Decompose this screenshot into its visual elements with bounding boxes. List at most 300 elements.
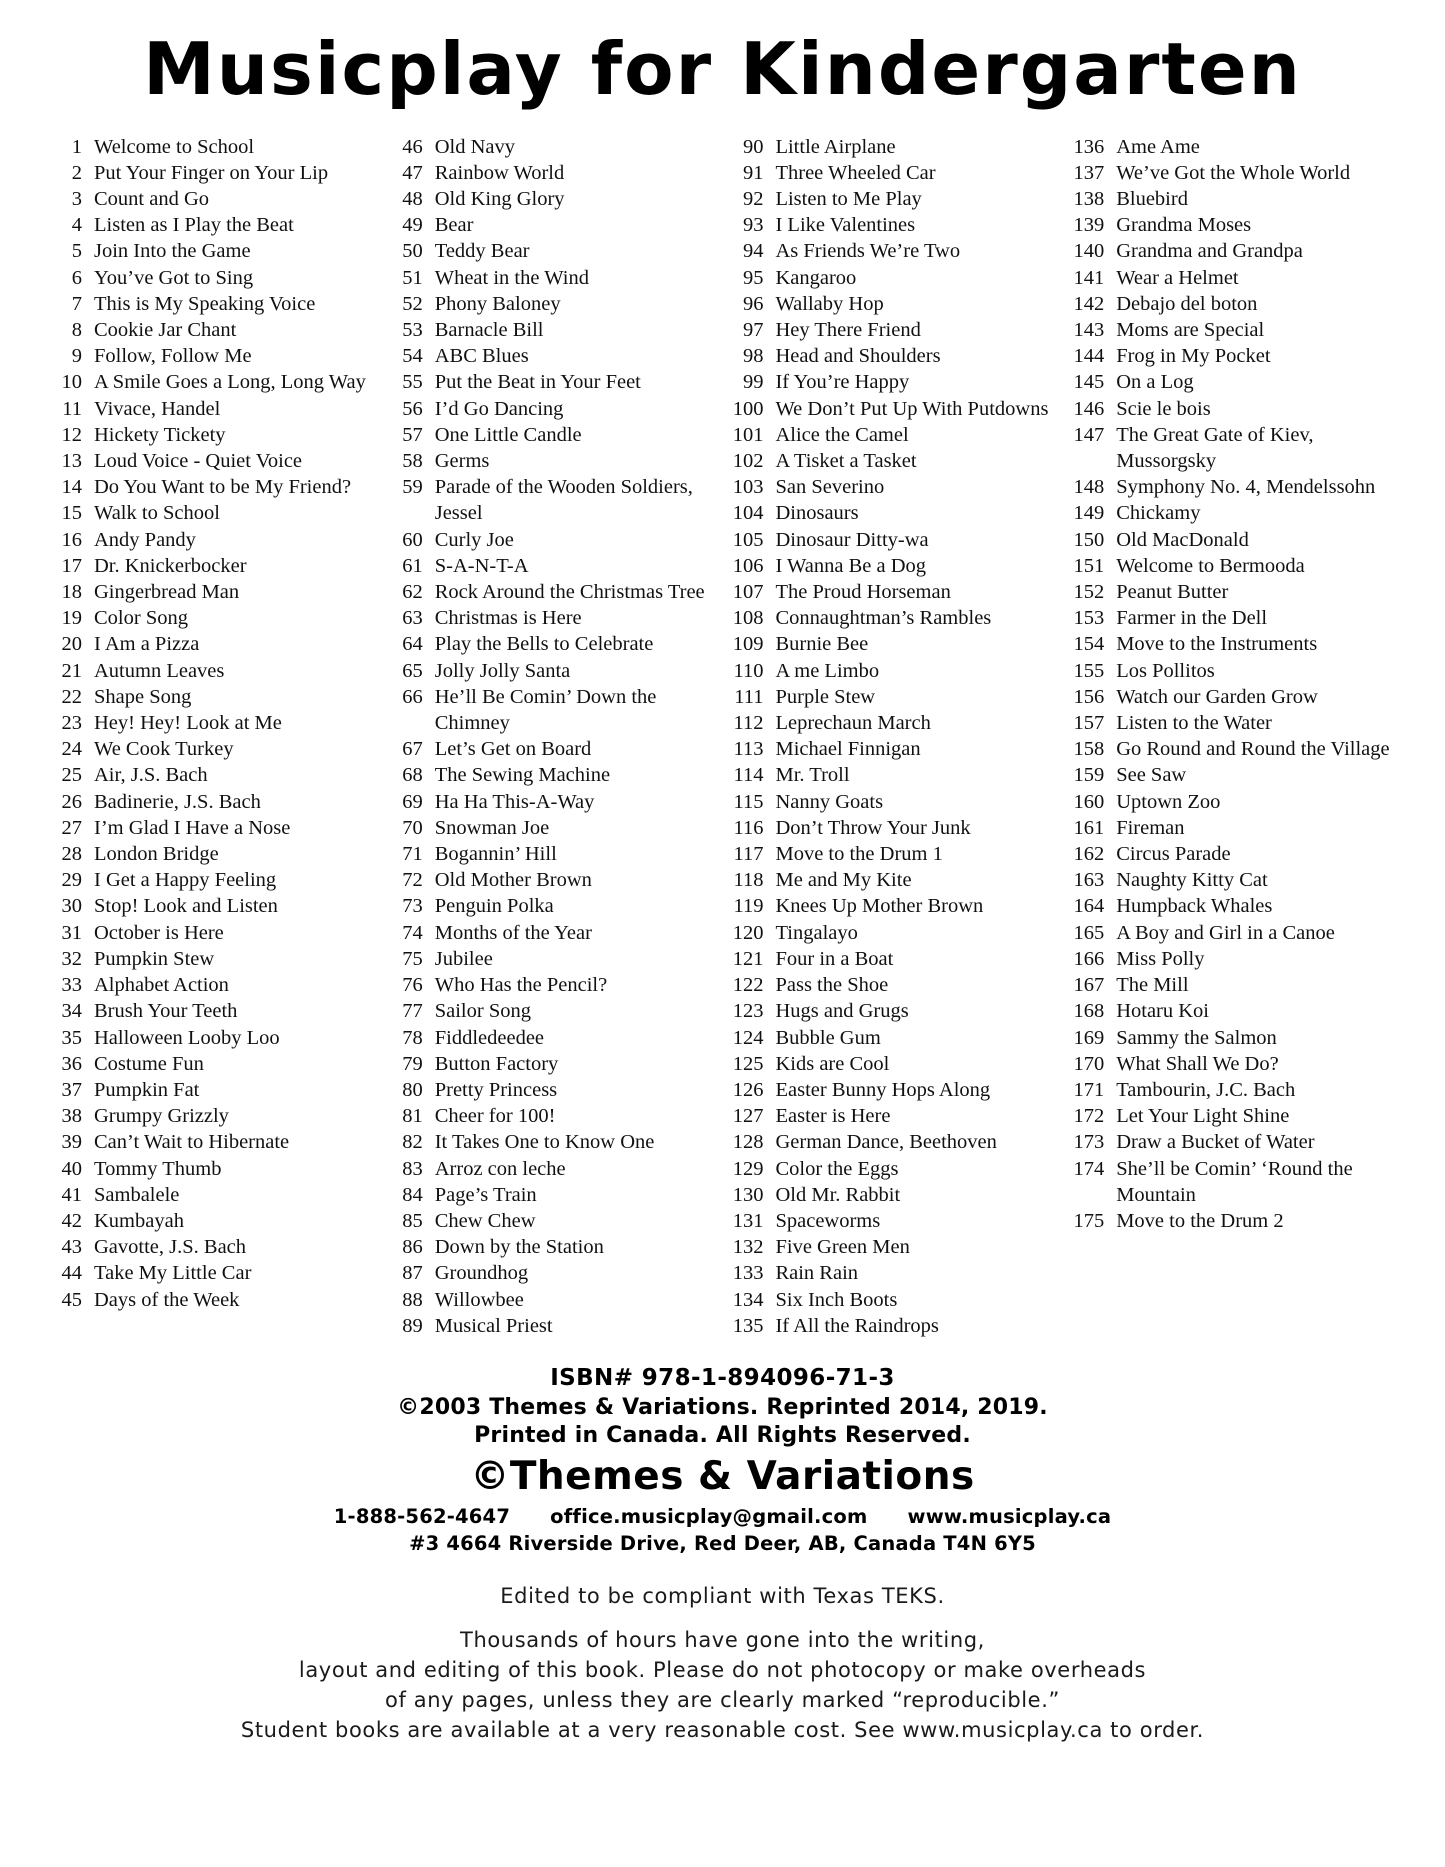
- song-title: A me Limbo: [775, 659, 880, 682]
- song-title: Count and Go: [94, 188, 210, 210]
- song-number: 53: [402, 319, 423, 342]
- list-item: [1072, 658, 1395, 684]
- song-title: Welcome to Bermooda: [1116, 554, 1305, 577]
- list-item: [391, 736, 714, 762]
- song-title: Willowbee: [434, 1288, 524, 1311]
- list-item: [391, 212, 714, 238]
- song-title: Let Your Light Shine: [1116, 1105, 1290, 1128]
- list-item: [731, 815, 1054, 841]
- song-title: Leprechaun March: [775, 712, 931, 735]
- song-title: Germs: [434, 450, 490, 473]
- song-number: 61: [402, 554, 423, 577]
- list-item: [50, 186, 373, 212]
- publisher-logo: ©Themes & Variations: [470, 1453, 975, 1499]
- list-item: [391, 1260, 714, 1286]
- song-number: 145: [1073, 371, 1105, 394]
- song-title: Chickamy: [1116, 502, 1201, 525]
- list-item: [731, 343, 1054, 369]
- list-item: [731, 1129, 1054, 1155]
- song-number: 62: [402, 581, 423, 604]
- song-number: 74: [402, 921, 423, 944]
- song-title: A Boy and Girl in a Canoe: [1116, 921, 1335, 944]
- song-title: Musical Priest: [434, 1314, 553, 1337]
- song-number: 118: [733, 869, 764, 892]
- list-item: [1072, 317, 1395, 343]
- list-item: [1072, 631, 1395, 657]
- song-title: Connaughtman’s Rambles: [775, 607, 992, 630]
- song-title: Hey There Friend: [775, 319, 921, 342]
- song-number: 88: [402, 1288, 423, 1311]
- list-item: [731, 1287, 1054, 1313]
- list-item: [1072, 867, 1395, 893]
- song-title: If All the Raindrops: [775, 1314, 939, 1337]
- song-title: Cookie Jar Chant: [94, 319, 237, 342]
- list-item: [391, 1129, 714, 1155]
- song-title: I Am a Pizza: [94, 633, 200, 656]
- list-item: [1072, 1025, 1395, 1051]
- song-number: 98: [742, 345, 764, 368]
- list-item: [731, 998, 1054, 1024]
- song-number: 89: [402, 1314, 423, 1337]
- song-title: The Proud Horseman: [775, 581, 951, 604]
- list-item: [1072, 605, 1395, 631]
- song-title: The Sewing Machine: [434, 764, 611, 787]
- song-number: 9: [71, 345, 82, 368]
- list-item: [50, 422, 373, 448]
- song-title: Circus Parade: [1116, 843, 1231, 866]
- list-item: [50, 1182, 373, 1208]
- list-item: [731, 134, 1054, 160]
- list-item: [50, 1234, 373, 1260]
- song-number: 131: [732, 1209, 764, 1232]
- song-number: 104: [732, 502, 764, 525]
- song-title: Grumpy Grizzly: [94, 1105, 229, 1128]
- song-title: Wheat in the Wind: [434, 266, 589, 289]
- song-title: German Dance, Beethoven: [775, 1131, 997, 1154]
- list-item: [50, 1051, 373, 1077]
- song-title: Dr. Knickerbocker: [94, 554, 247, 577]
- list-item: [50, 893, 373, 919]
- song-title: Walk to School: [94, 502, 220, 525]
- song-title: Ame Ame: [1116, 135, 1200, 158]
- song-number: 111: [734, 685, 764, 708]
- song-title: Grandma Moses: [1116, 214, 1252, 237]
- list-item: [1072, 920, 1395, 946]
- song-title: Moms are Special: [1116, 319, 1265, 342]
- song-number: 91: [742, 161, 764, 184]
- list-item: [731, 212, 1054, 238]
- song-title: Do You Want to be My Friend?: [94, 476, 352, 499]
- song-title: Cheer for 100!: [434, 1105, 556, 1128]
- song-number: 51: [402, 266, 423, 289]
- song-title: Follow, Follow Me: [94, 345, 252, 368]
- song-number: 14: [61, 476, 82, 499]
- song-number: 163: [1073, 869, 1105, 892]
- song-number: 175: [1073, 1209, 1105, 1232]
- list-item: [1072, 736, 1395, 762]
- song-title: Who Has the Pencil?: [434, 974, 608, 997]
- list-item: [391, 291, 714, 317]
- song-number: 103: [732, 476, 764, 499]
- song-title: Play the Bells to Celebrate: [434, 633, 654, 656]
- song-title: Tambourin, J.C. Bach: [1116, 1078, 1296, 1101]
- list-item: [731, 1156, 1054, 1182]
- song-number: 69: [402, 790, 423, 813]
- song-number: 156: [1073, 685, 1105, 708]
- list-item: [50, 553, 373, 579]
- song-number: 84: [402, 1183, 423, 1206]
- list-item: [50, 1129, 373, 1155]
- song-title: On a Log: [1116, 371, 1194, 394]
- song-number: 122: [732, 974, 764, 997]
- list-item: [391, 160, 714, 186]
- song-number: 7: [71, 292, 82, 315]
- list-item: [50, 396, 373, 422]
- song-title: Pass the Shoe: [775, 974, 889, 997]
- song-title: The Great Gate of Kiev, Mussorgsky: [1116, 423, 1314, 473]
- song-title: Five Green Men: [775, 1236, 910, 1259]
- song-title: Move to the Drum 2: [1116, 1209, 1284, 1232]
- song-number: 29: [61, 869, 82, 892]
- email-address[interactable]: office.musicplay@gmail.com: [550, 1504, 868, 1528]
- song-title: We Cook Turkey: [94, 738, 234, 761]
- song-title: Take My Little Car: [94, 1262, 252, 1285]
- song-title: Easter is Here: [775, 1105, 891, 1128]
- song-title: Gingerbread Man: [94, 581, 240, 604]
- song-number: 96: [742, 292, 764, 315]
- song-number: 128: [732, 1131, 764, 1154]
- list-item: [391, 1208, 714, 1234]
- list-item: [1072, 998, 1395, 1024]
- list-item: [391, 815, 714, 841]
- song-title: Grandma and Grandpa: [1116, 240, 1303, 263]
- song-title: Color the Eggs: [775, 1157, 899, 1180]
- list-item: [1072, 186, 1395, 212]
- list-item: [50, 238, 373, 264]
- list-item: [1072, 160, 1395, 186]
- list-item: [1072, 972, 1395, 998]
- list-item: [391, 631, 714, 657]
- song-title: Stop! Look and Listen: [94, 895, 278, 918]
- song-number: 5: [71, 240, 82, 263]
- song-title: We Don’t Put Up With Putdowns: [775, 397, 1049, 420]
- song-number: 36: [61, 1052, 82, 1075]
- list-item: [1072, 343, 1395, 369]
- list-item: [731, 186, 1054, 212]
- song-title: Bubble Gum: [775, 1026, 881, 1049]
- list-item: [1072, 422, 1395, 474]
- song-title: Kangaroo: [775, 266, 857, 289]
- song-number: 124: [732, 1026, 764, 1049]
- list-item: [50, 134, 373, 160]
- song-title: Go Round and Round the Village: [1116, 738, 1390, 761]
- song-number: 13: [61, 450, 82, 473]
- song-number: 135: [732, 1314, 764, 1337]
- song-title: San Severino: [775, 476, 885, 499]
- song-title: Kids are Cool: [775, 1052, 890, 1075]
- song-number: 142: [1073, 292, 1105, 315]
- song-title: Alice the Camel: [775, 423, 909, 446]
- song-number: 167: [1073, 974, 1105, 997]
- spacer: [40, 1611, 1405, 1625]
- song-number: 162: [1073, 843, 1105, 866]
- song-number: 73: [402, 895, 423, 918]
- song-title: S-A-N-T-A: [434, 554, 529, 577]
- list-item: [50, 815, 373, 841]
- song-number: 72: [402, 869, 423, 892]
- song-number: 82: [402, 1131, 423, 1154]
- song-number: 12: [61, 423, 82, 446]
- list-item: [391, 474, 714, 526]
- song-title: Los Pollitos: [1116, 659, 1215, 682]
- song-number: 60: [402, 528, 423, 551]
- song-number: 140: [1073, 240, 1105, 263]
- list-item: [391, 841, 714, 867]
- website-link[interactable]: www.musicplay.ca: [907, 1504, 1112, 1528]
- song-title: Air, J.S. Bach: [94, 764, 208, 787]
- song-number: 40: [61, 1157, 82, 1180]
- list-item: [391, 265, 714, 291]
- song-number: 165: [1073, 921, 1105, 944]
- song-number: 92: [742, 188, 764, 210]
- song-title: Burnie Bee: [775, 633, 869, 656]
- song-number: 2: [71, 161, 82, 184]
- song-number: 59: [402, 476, 423, 499]
- song-title: Me and My Kite: [775, 869, 912, 892]
- song-title: Phony Baloney: [434, 292, 561, 315]
- song-number: 100: [732, 397, 764, 420]
- list-item: [731, 317, 1054, 343]
- song-number: 83: [402, 1157, 423, 1180]
- song-number: 126: [732, 1078, 764, 1101]
- song-title: Teddy Bear: [434, 240, 530, 263]
- list-item: [1072, 500, 1395, 526]
- list-item: [1072, 1051, 1395, 1077]
- list-item: [731, 710, 1054, 736]
- song-title: I Wanna Be a Dog: [775, 554, 927, 577]
- list-item: [731, 1208, 1054, 1234]
- list-item: [50, 500, 373, 526]
- song-number: 148: [1073, 476, 1105, 499]
- song-title: He’ll Be Comin’ Down the Chimney: [434, 685, 657, 735]
- song-number: 68: [402, 764, 423, 787]
- list-item: [1072, 815, 1395, 841]
- list-item: [50, 920, 373, 946]
- song-title: Bogannin’ Hill: [434, 843, 557, 866]
- song-title: I Like Valentines: [775, 214, 916, 237]
- song-number: 87: [402, 1262, 423, 1285]
- song-number: 52: [402, 292, 423, 315]
- song-title: Rain Rain: [775, 1262, 859, 1285]
- song-number: 38: [61, 1105, 82, 1128]
- song-number: 125: [732, 1052, 764, 1075]
- song-title: Humpback Whales: [1116, 895, 1273, 918]
- list-item: [1072, 134, 1395, 160]
- song-title: Pumpkin Fat: [94, 1078, 200, 1101]
- song-title: Brush Your Teeth: [94, 1000, 238, 1023]
- list-item: [391, 684, 714, 736]
- song-title: Watch our Garden Grow: [1116, 685, 1318, 708]
- list-item: [1072, 553, 1395, 579]
- copy-note-line-4: Student books are available at a very reasonable cost. See www.musicplay.ca to order.: [240, 1717, 1205, 1742]
- list-item: [391, 134, 714, 160]
- list-item: [731, 736, 1054, 762]
- list-item: [731, 448, 1054, 474]
- list-item: [731, 841, 1054, 867]
- song-number: 157: [1073, 712, 1105, 735]
- song-number: 48: [402, 188, 423, 210]
- list-item: [1072, 1156, 1395, 1208]
- copy-note-line-2: layout and editing of this book. Please do not photocopy or make overheads: [298, 1657, 1147, 1682]
- song-title: Fireman: [1116, 816, 1185, 839]
- song-title: I’d Go Dancing: [434, 397, 564, 420]
- song-title: Welcome to School: [94, 135, 255, 158]
- list-item: [50, 972, 373, 998]
- song-title: Frog in My Pocket: [1116, 345, 1271, 368]
- list-item: [1072, 265, 1395, 291]
- list-item: [50, 1025, 373, 1051]
- song-number: 22: [61, 685, 82, 708]
- list-item: [731, 265, 1054, 291]
- list-item: [50, 867, 373, 893]
- song-title: Naughty Kitty Cat: [1116, 869, 1268, 892]
- song-title: Gavotte, J.S. Bach: [94, 1236, 247, 1259]
- list-item: [50, 291, 373, 317]
- list-item: [1072, 762, 1395, 788]
- song-title: Ha Ha This-A-Way: [434, 790, 595, 813]
- list-item: [391, 1234, 714, 1260]
- list-item: [391, 343, 714, 369]
- list-item: [1072, 1103, 1395, 1129]
- list-item: [391, 998, 714, 1024]
- isbn-line: ISBN# 978-1-894096-71-3: [550, 1364, 895, 1391]
- song-number: 18: [61, 581, 82, 604]
- song-title: Draw a Bucket of Water: [1116, 1131, 1315, 1154]
- song-title: A Tisket a Tasket: [775, 450, 917, 473]
- song-title: Old Navy: [434, 135, 516, 158]
- song-number: 45: [61, 1288, 82, 1311]
- song-number: 4: [71, 214, 82, 237]
- list-item: [391, 1025, 714, 1051]
- song-number: 174: [1073, 1157, 1105, 1180]
- list-item: [731, 946, 1054, 972]
- song-number: 27: [61, 816, 82, 839]
- song-number: 155: [1073, 659, 1105, 682]
- list-item: [1072, 1208, 1395, 1234]
- song-title: Put Your Finger on Your Lip: [94, 161, 329, 184]
- page-title: Musicplay for Kindergarten: [143, 27, 1302, 111]
- song-number: 31: [61, 921, 82, 944]
- list-item: [50, 789, 373, 815]
- song-list: [40, 134, 1405, 1339]
- list-item: [731, 369, 1054, 395]
- list-item: [50, 317, 373, 343]
- song-number: 39: [61, 1131, 82, 1154]
- song-number: 116: [733, 816, 764, 839]
- song-number: 147: [1073, 423, 1105, 446]
- list-item: [731, 160, 1054, 186]
- song-title: This is My Speaking Voice: [94, 292, 316, 315]
- list-item: [50, 1208, 373, 1234]
- song-number: 64: [402, 633, 423, 656]
- list-item: [731, 789, 1054, 815]
- song-title: Pumpkin Stew: [94, 947, 215, 970]
- list-item: [391, 186, 714, 212]
- song-title: Scie le bois: [1116, 397, 1211, 420]
- song-number: 146: [1073, 397, 1105, 420]
- song-number: 56: [402, 397, 423, 420]
- list-item: [50, 1156, 373, 1182]
- list-item: [731, 893, 1054, 919]
- list-item: [50, 1287, 373, 1313]
- list-item: [731, 867, 1054, 893]
- song-title: A Smile Goes a Long, Long Way: [94, 371, 366, 394]
- song-title: Farmer in the Dell: [1116, 607, 1268, 630]
- song-title: Tommy Thumb: [94, 1157, 222, 1180]
- song-title: Old Mr. Rabbit: [775, 1183, 901, 1206]
- song-title: Three Wheeled Car: [775, 161, 936, 184]
- song-number: 114: [733, 764, 764, 787]
- list-item: [1072, 789, 1395, 815]
- song-title: Page’s Train: [434, 1183, 537, 1206]
- list-item: [731, 422, 1054, 448]
- song-number: 141: [1073, 266, 1105, 289]
- song-number: 138: [1073, 188, 1105, 210]
- list-item: [391, 658, 714, 684]
- song-title: Dinosaurs: [775, 502, 859, 525]
- song-number: 112: [733, 712, 764, 735]
- song-number: 28: [61, 843, 82, 866]
- list-item: [1072, 893, 1395, 919]
- song-title: I’m Glad I Have a Nose: [94, 816, 291, 839]
- list-item: [50, 710, 373, 736]
- song-title: Pretty Princess: [434, 1078, 558, 1101]
- song-number: 54: [402, 345, 423, 368]
- song-title: I Get a Happy Feeling: [94, 869, 277, 892]
- song-title: You’ve Got to Sing: [94, 266, 254, 289]
- song-title: Can’t Wait to Hibernate: [94, 1131, 290, 1154]
- song-number: 19: [61, 607, 82, 630]
- list-item: [50, 527, 373, 553]
- song-title: Four in a Boat: [775, 947, 894, 970]
- song-title: October is Here: [94, 921, 224, 944]
- song-number: 3: [71, 188, 82, 210]
- song-number: 109: [732, 633, 764, 656]
- song-title: She’ll be Comin’ ‘Round the Mountain: [1116, 1157, 1353, 1206]
- list-item: [391, 920, 714, 946]
- list-item: [391, 946, 714, 972]
- list-item: [1072, 841, 1395, 867]
- song-number: 78: [402, 1026, 423, 1049]
- song-title: Color Song: [94, 607, 188, 630]
- list-item: [731, 1182, 1054, 1208]
- song-number: 86: [402, 1236, 423, 1259]
- song-number: 32: [61, 947, 82, 970]
- song-title: Badinerie, J.S. Bach: [94, 790, 261, 813]
- song-title: Christmas is Here: [434, 607, 582, 630]
- song-number: 77: [402, 1000, 423, 1023]
- list-item: [1072, 396, 1395, 422]
- song-title: Wallaby Hop: [775, 292, 884, 315]
- song-title: Months of the Year: [434, 921, 592, 944]
- song-number: 90: [742, 135, 764, 158]
- list-item: [50, 1260, 373, 1286]
- copy-note-line-3: of any pages, unless they are clearly marked “reproducible.”: [385, 1687, 1060, 1712]
- song-title: Chew Chew: [434, 1209, 536, 1232]
- song-number: 55: [402, 371, 423, 394]
- list-item: [1072, 369, 1395, 395]
- list-item: [50, 658, 373, 684]
